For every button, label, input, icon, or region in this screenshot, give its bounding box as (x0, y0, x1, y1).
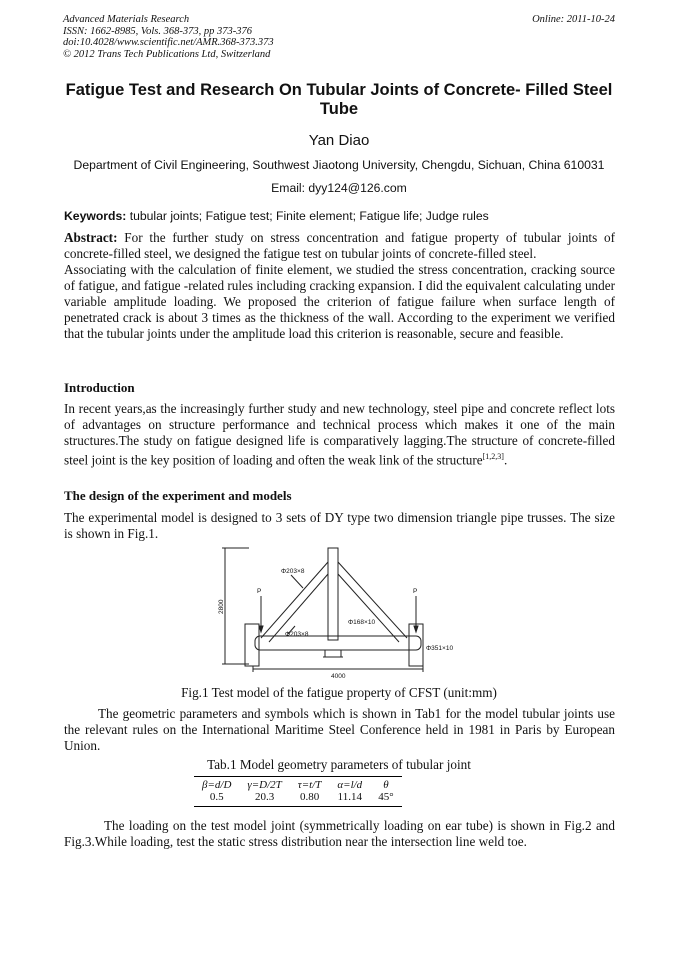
design-paragraph: The experimental model is designed to 3 sets of DY type two dimension triangle pipe trusses. The size is shown in Fig.1. (64, 510, 615, 541)
online-date: Online: 2011-10-24 (532, 14, 615, 25)
table-header-row (194, 777, 402, 792)
right-brace-line-a (338, 562, 407, 638)
label-right-brace: Φ168×10 (348, 619, 376, 626)
table-row (194, 791, 402, 807)
value-gamma: 20.3 (239, 791, 289, 807)
design-heading: The design of the experiment and models (64, 488, 292, 503)
label-width: 4000 (331, 673, 346, 680)
doi-line: doi:10.4028/www.scientific.net/AMR.368-373.373 (63, 37, 274, 48)
journal-name: Advanced Materials Research (63, 14, 190, 25)
figure-caption: Fig.1 Test model of the fatigue property of CFST (unit:mm) (181, 685, 497, 700)
intro-paragraph (64, 401, 615, 468)
table-caption: Tab.1 Model geometry parameters of tubular joint (207, 757, 471, 772)
left-end-plate (245, 624, 259, 666)
value-beta: 0.5 (194, 791, 239, 807)
label-height: 2800 (218, 599, 225, 614)
label-top-brace: Φ203×8 (281, 568, 305, 575)
truss-figure (213, 542, 463, 682)
abstract-p1: For the further study on stress concentration and fatigue property of tubular joints of concrete-filled steel, we designed the fatigue test on tubular joints of concrete-filled steel. (64, 230, 616, 261)
geometry-table (194, 776, 402, 807)
label-bottom-brace: Φ203×8 (285, 631, 309, 638)
value-theta: 45° (370, 791, 401, 807)
header-alpha: α=l/d (329, 777, 370, 792)
central-post (328, 548, 338, 640)
journal-header (63, 14, 615, 60)
intro-end: . (503, 452, 508, 468)
issn-line: ISSN: 1662-8985, Vols. 368-373, pp 373-376 (63, 25, 252, 37)
copyright-line: © 2012 Trans Tech Publications Ltd, Switzerland (63, 48, 271, 60)
header-beta: β=d/D (194, 777, 239, 792)
keywords-line (64, 209, 616, 223)
intro-text: In recent years,as the increasingly further study and new technology, steel pipe and concrete reflect lots of advantages on structure performance and technical process which makes it one of the main structures.The study on fatigue designed life is comparatively lagging.The structure of concrete-filled steel joint is the key position of loading and often the weak link of the structure (64, 401, 615, 468)
label-chord: Φ351×10 (426, 645, 454, 652)
keywords-text: tubular joints; Fatigue test; Finite element; Fatigue life; Judge rules (129, 209, 489, 223)
intro-ref: [1,2,3] (482, 452, 504, 461)
abstract-label: Abstract: (64, 230, 118, 245)
geometry-paragraph: The geometric parameters and symbols which is shown in Tab1 for the model tubular joints use the relevant rules on the International Maritime Steel Conference held in 1981 in Paris by European Union. (64, 706, 615, 753)
header-tau: τ=t/T (290, 777, 330, 792)
abstract (64, 230, 615, 342)
abstract-p2: Associating with the calculation of finite element, we studied the stress concentration, cracking source of fatigue, and fatigue -related rules including cracking expansion. I did the equivalent calculating under variable amplitude loading. We proposed the criterion of fatigue failure when surface length of penetrated crack is about 3 times as the thickness of the wall. According to the experiment we verified that the tubular joints under the amplitude load this criterion is reasonable, secure and feasible. (64, 262, 615, 341)
left-load-arrowhead (259, 626, 263, 632)
loading-paragraph: The loading on the test model joint (symmetrically loading on ear tube) is shown in Fig.2 and Fig.3.While loading, test the static stress distribution near the intersection line weld toe. (64, 818, 615, 849)
header-theta: θ (370, 777, 401, 792)
affiliation: Department of Civil Engineering, Southwest Jiaotong University, Chengdu, Sichuan, China 610031 (73, 158, 605, 172)
central-support (325, 650, 341, 657)
value-alpha: 11.14 (329, 791, 370, 807)
author-name: Yan Diao (308, 132, 370, 149)
top-brace-leader (291, 575, 303, 588)
value-tau: 0.80 (290, 791, 330, 807)
header-gamma: γ=D/2T (239, 777, 289, 792)
paper-title: Fatigue Test and Research On Tubular Joints of Concrete- Filled Steel Tube (65, 81, 613, 118)
label-load-left: P (257, 588, 262, 595)
keywords-label: Keywords: (64, 209, 127, 223)
email: Email: dyy124@126.com (271, 181, 407, 195)
right-brace-line-b (338, 574, 399, 642)
intro-heading: Introduction (64, 380, 135, 395)
label-load-right: P (413, 588, 418, 595)
right-load-arrowhead (414, 626, 418, 632)
